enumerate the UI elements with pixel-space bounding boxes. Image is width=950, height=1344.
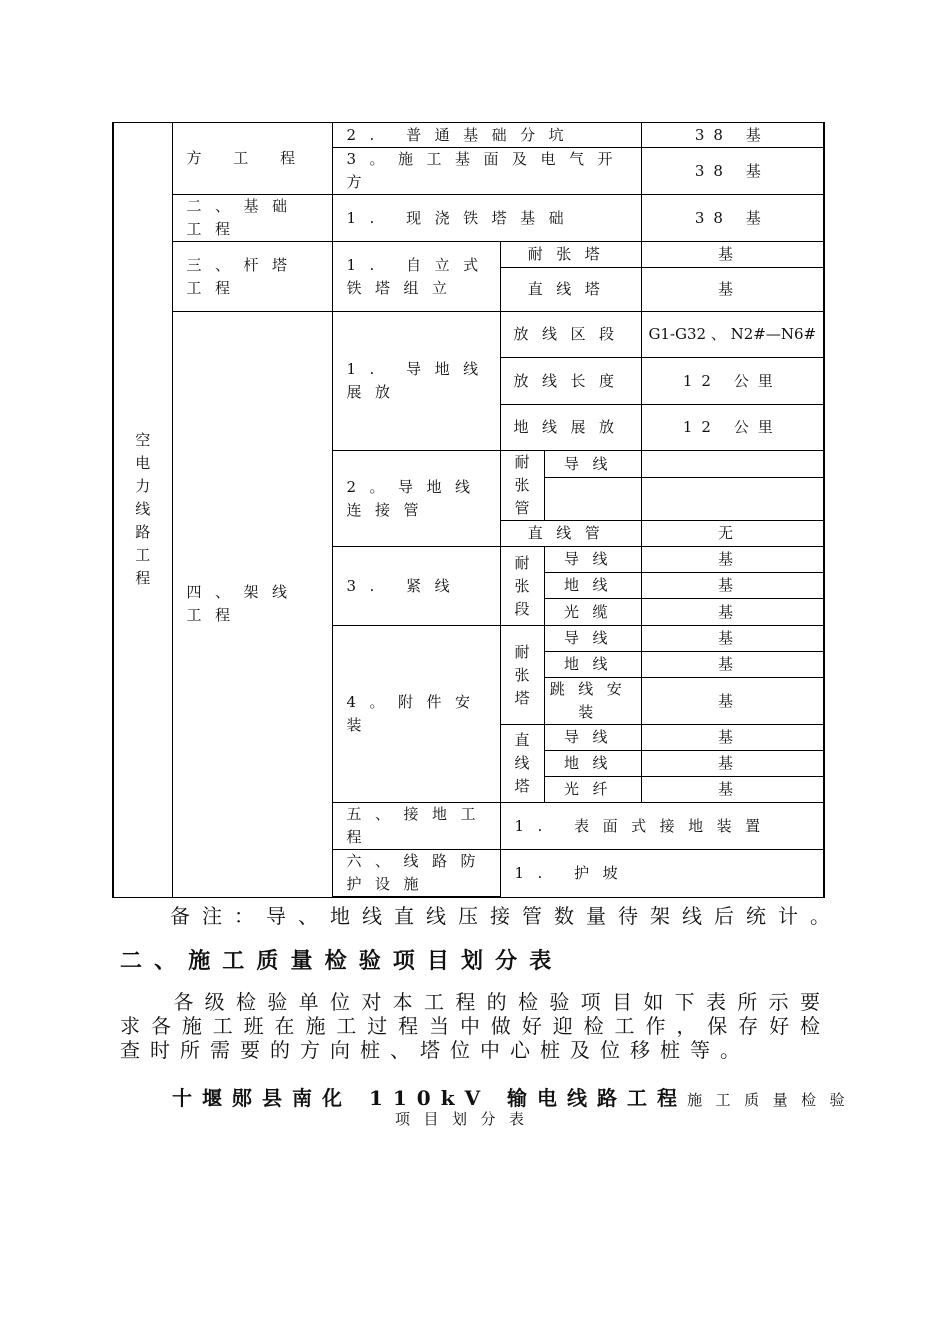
- item-cell: 1. 表面式接地装置: [500, 803, 824, 850]
- quantity-cell: 基: [641, 751, 824, 777]
- sub-item-cell: 耐张塔: [500, 242, 641, 268]
- quantity-cell: 12 公里: [641, 405, 824, 451]
- quantity-cell: 基: [641, 678, 824, 725]
- item-cell: 3。施工基面及电气开方: [332, 148, 641, 195]
- quantity-cell: 无: [641, 521, 824, 547]
- section-name-3: 三、杆塔工程: [172, 242, 332, 312]
- table-subtitle: 项目划分表: [395, 1110, 538, 1128]
- category-cell: [113, 123, 172, 898]
- item-cell: 1. 导地线展放: [332, 312, 500, 451]
- section-name-4: 四、架线工程: [172, 312, 332, 898]
- section-name-2: 二、基础工程: [172, 195, 332, 242]
- quantity-cell: G1-G32 、 N2#—N6#: [641, 312, 824, 358]
- quantity-cell: 38 基: [641, 195, 824, 242]
- item-cell: 3. 紧线: [332, 547, 500, 626]
- sub-item-cell: 导线: [544, 626, 641, 652]
- quantity-cell: 基: [641, 268, 824, 312]
- table-note: 备注：导、地线直线压接管数量待架线后统计。: [170, 904, 842, 928]
- sub-item-cell: 地线展放: [500, 405, 641, 451]
- quantity-cell: 基: [641, 626, 824, 652]
- section-name-6: 六、线路防护设施: [332, 850, 500, 898]
- sub-item-cell: 地线: [544, 573, 641, 599]
- quantity-cell: [641, 478, 824, 521]
- quantity-cell: 基: [641, 599, 824, 626]
- quantity-cell: 38 基: [641, 148, 824, 195]
- item-cell: 1. 自立式铁塔组立: [332, 242, 500, 312]
- item-cell: 2. 普通基础分坑: [332, 123, 641, 148]
- section-name-5: 五、接地工程: [332, 803, 500, 850]
- sub-item-cell: 放线区段: [500, 312, 641, 358]
- quantity-cell: 基: [641, 547, 824, 573]
- quantity-cell: 基: [641, 573, 824, 599]
- sub-item-cell: [544, 478, 641, 521]
- item-cell: 4。附件安装: [332, 626, 500, 803]
- group-cell: 耐张管: [500, 451, 544, 521]
- sub-item-cell: 直线管: [500, 521, 641, 547]
- category-label: 空电力线路工程: [135, 431, 151, 588]
- sub-item-cell: 放线长度: [500, 358, 641, 405]
- quantity-cell: 基: [641, 777, 824, 803]
- quantity-cell: 基: [641, 652, 824, 678]
- quantity-cell: [641, 451, 824, 478]
- group-cell: 耐张塔: [500, 626, 544, 725]
- table-title: 十堰郧县南化 110kV 输电线路工程施工质量检验: [172, 1086, 859, 1110]
- sub-item-cell: 跳线安装: [544, 678, 641, 725]
- item-cell: 1. 护坡: [500, 850, 824, 898]
- quantity-cell: 38 基: [641, 123, 824, 148]
- quantity-cell: 基: [641, 242, 824, 268]
- item-cell: 1. 现浇铁塔基础: [332, 195, 641, 242]
- sub-item-cell: 光缆: [544, 599, 641, 626]
- sub-item-cell: 地线: [544, 751, 641, 777]
- section-name-1: 方 工 程: [172, 123, 332, 195]
- sub-item-cell: 导线: [544, 547, 641, 573]
- sub-item-cell: 地线: [544, 652, 641, 678]
- sub-item-cell: 光纤: [544, 777, 641, 803]
- section-heading: 二、施工质量检验项目划分表: [120, 948, 564, 974]
- construction-items-table: [112, 122, 825, 898]
- group-cell: 耐张段: [500, 547, 544, 626]
- body-paragraph: 各级检验单位对本工程的检验项目如下表所示要求各施工班在施工过程当中做好迎检工作，保存好检查时所需要的方向桩、塔位中心桩及位移桩等。: [120, 990, 830, 1062]
- group-cell: 直线塔: [500, 725, 544, 803]
- item-cell: 2。导地线连接管: [332, 451, 500, 547]
- sub-item-cell: 导线: [544, 451, 641, 478]
- sub-item-cell: 导线: [544, 725, 641, 751]
- quantity-cell: 12 公里: [641, 358, 824, 405]
- quantity-cell: 基: [641, 725, 824, 751]
- sub-item-cell: 直线塔: [500, 268, 641, 312]
